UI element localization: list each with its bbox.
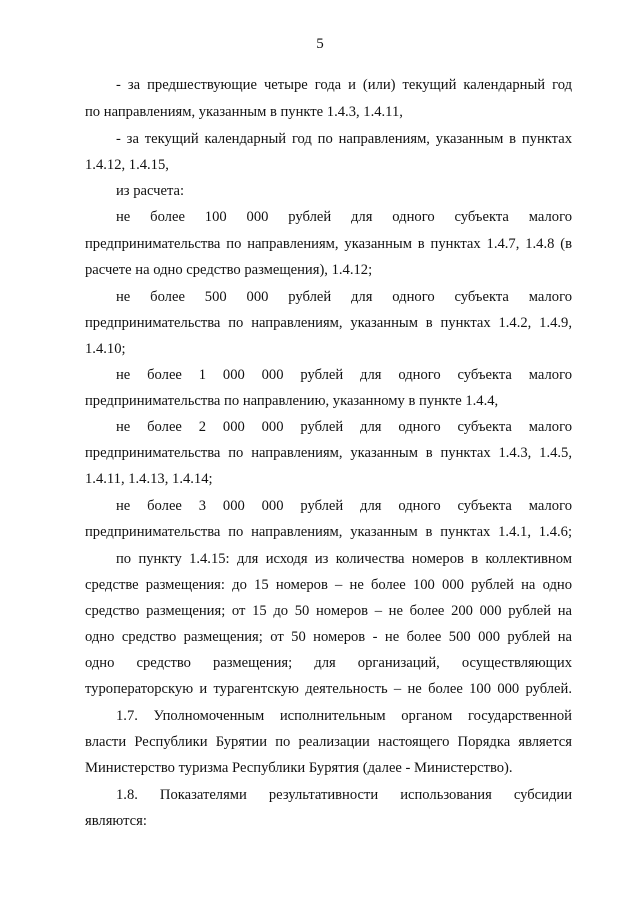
text-line: расчете на одно средство размещения), 1.4.12; xyxy=(85,262,373,278)
text-line: туроператорскую и турагентскую деятельность – не более 100 000 рублей. xyxy=(85,681,572,697)
text-line: не более 2 000 000 рублей для одного субъекта малого xyxy=(116,419,572,435)
text-line: 1.8. Показателями результативности использования субсидии xyxy=(116,787,572,803)
text-line: - за предшествующие четыре года и (или) текущий календарный год xyxy=(116,77,572,93)
text-line: по пункту 1.4.15: для исходя из количества номеров в коллективном xyxy=(116,551,572,567)
text-line: являются: xyxy=(85,813,147,829)
text-line: не более 500 000 рублей для одного субъекта малого xyxy=(116,289,572,305)
text-line: предпринимательства по направлениям, указанным в пунктах 1.4.2, 1.4.9, xyxy=(85,315,572,331)
text-line: 1.4.10; xyxy=(85,341,126,357)
text-line: власти Республики Бурятии по реализации настоящего Порядка является xyxy=(85,734,572,750)
text-line: из расчета: xyxy=(116,183,185,199)
text-line: одно средство размещения; от 50 номеров - не более 500 000 рублей на xyxy=(85,629,572,645)
text-line: средстве размещения: до 15 номеров – не более 100 000 рублей на одно xyxy=(85,577,572,593)
text-line: по направлениям, указанным в пункте 1.4.3, 1.4.11, xyxy=(85,104,403,120)
text-line: 1.4.12, 1.4.15, xyxy=(85,157,169,173)
text-line: не более 1 000 000 рублей для одного субъекта малого xyxy=(116,367,572,383)
text-line: средство размещения; от 15 до 50 номеров – не более 200 000 рублей на xyxy=(85,603,572,619)
text-line: не более 3 000 000 рублей для одного субъекта малого xyxy=(116,498,572,514)
text-line: одно средство размещения; для организаций, осуществляющих xyxy=(85,655,572,671)
text-line: предпринимательства по направлениям, указанным в пунктах 1.4.3, 1.4.5, xyxy=(85,445,572,461)
text-line: предпринимательства по направлениям, указанным в пунктах 1.4.1, 1.4.6; xyxy=(85,524,572,540)
text-line: 1.4.11, 1.4.13, 1.4.14; xyxy=(85,471,213,487)
text-line: не более 100 000 рублей для одного субъекта малого xyxy=(116,209,572,225)
text-line: 1.7. Уполномоченным исполнительным органом государственной xyxy=(116,708,572,724)
text-line: предпринимательства по направлениям, указанным в пунктах 1.4.7, 1.4.8 (в xyxy=(85,236,572,252)
text-line: предпринимательства по направлению, указанному в пункте 1.4.4, xyxy=(85,393,499,409)
page-number: 5 xyxy=(316,36,324,52)
text-line: Министерство туризма Республики Бурятия (далее - Министерство). xyxy=(85,760,513,776)
text-line: - за текущий календарный год по направлениям, указанным в пунктах xyxy=(116,131,572,147)
